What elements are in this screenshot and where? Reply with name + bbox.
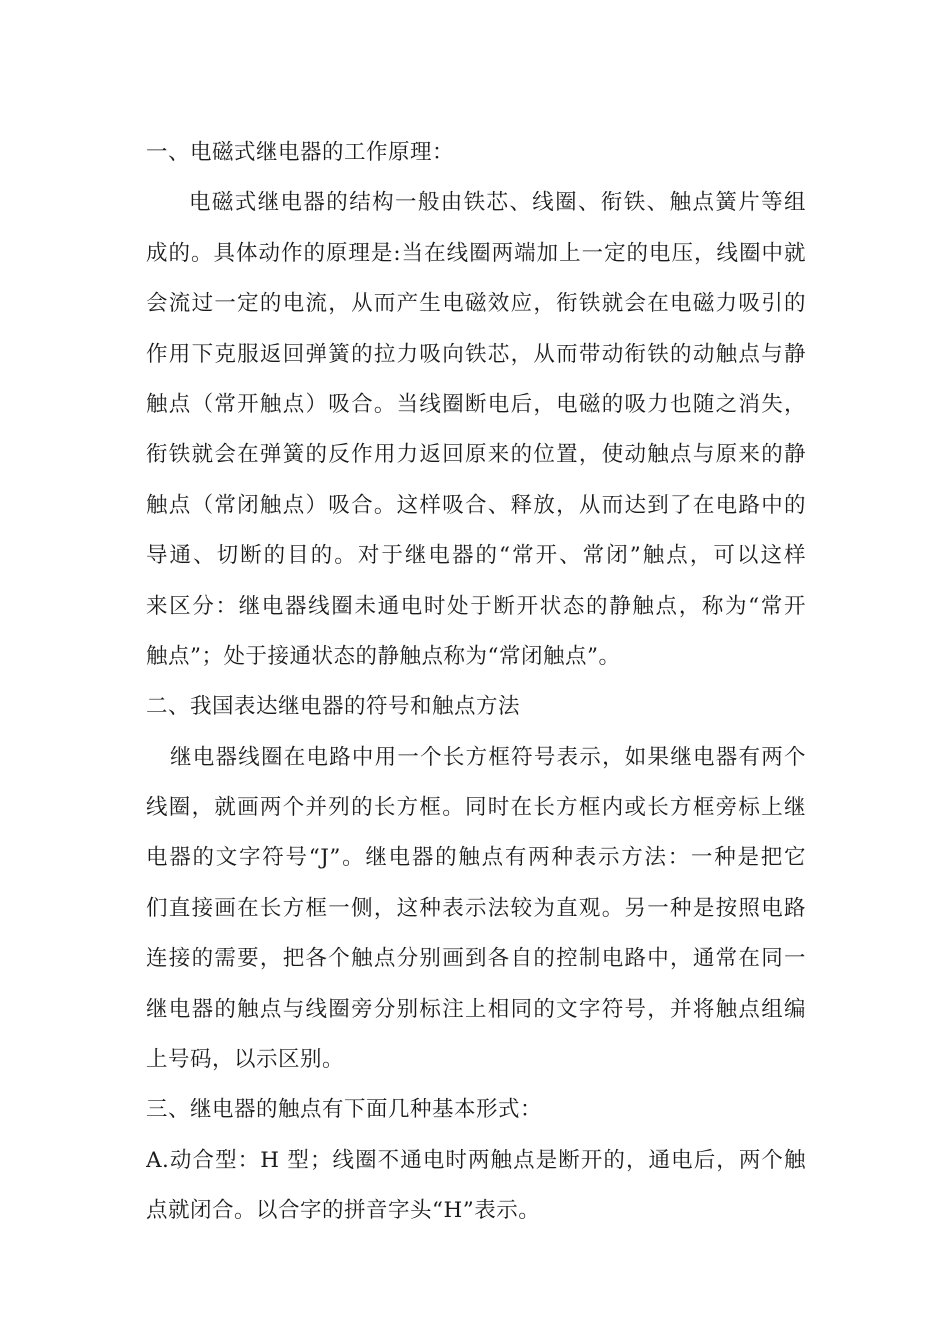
section-2-line: 电器的文字符号“J”。继电器的触点有两种表示方法：一种是把它 (146, 845, 806, 871)
document-body (146, 133, 806, 1242)
section-2-line: 们直接画在长方框一侧，这种表示法较为直观。另一种是按照电路 (146, 895, 806, 921)
section-1-line: 衔铁就会在弹簧的反作用力返回原来的位置，使动触点与原来的静 (146, 442, 806, 468)
section-1-line: 触点（常闭触点）吸合。这样吸合、释放，从而达到了在电路中的 (146, 492, 806, 518)
section-2-line: 上号码，以示区别。 (146, 1047, 345, 1073)
section-1-line: 来区分：继电器线圈未通电时处于断开状态的静触点，称为“常开 (146, 593, 806, 619)
section-3-item-a-line: 点就闭合。以合字的拼音字头“H”表示。 (146, 1198, 541, 1224)
section-1-line: 电磁式继电器的结构一般由铁芯、线圈、衔铁、触点簧片等组 (189, 190, 806, 216)
section-1-line: 作用下克服返回弹簧的拉力吸向铁芯，从而带动衔铁的动触点与静 (146, 341, 806, 367)
section-3-item-a-line: A.动合型：H 型；线圈不通电时两触点是断开的，通电后，两个触 (146, 1147, 806, 1173)
section-1-line: 会流过一定的电流，从而产生电磁效应，衔铁就会在电磁力吸引的 (146, 291, 806, 317)
section-1-line: 触点”；处于接通状态的静触点称为“常闭触点”。 (146, 643, 621, 669)
section-2-line: 继电器线圈在电路中用一个长方框符号表示，如果继电器有两个 (170, 744, 806, 770)
section-1-line: 成的。具体动作的原理是:当在线圈两端加上一定的电压，线圈中就 (146, 240, 806, 266)
section-1-line: 触点（常开触点）吸合。当线圈断电后，电磁的吸力也随之消失， (146, 391, 806, 417)
section-2-line: 继电器的触点与线圈旁分别标注上相同的文字符号，并将触点组编 (146, 996, 806, 1022)
section-2-heading: 二、我国表达继电器的符号和触点方法 (146, 694, 521, 720)
section-1-heading: 一、电磁式继电器的工作原理： (146, 140, 455, 165)
section-1-line: 导通、切断的目的。对于继电器的“常开、常闭”触点，可以这样 (146, 543, 806, 569)
section-2-line: 连接的需要，把各个触点分别画到各自的控制电路中，通常在同一 (146, 946, 806, 972)
section-3-heading: 三、继电器的触点有下面几种基本形式： (146, 1097, 543, 1123)
section-2-line: 线圈，就画两个并列的长方框。同时在长方框内或长方框旁标上继 (146, 795, 806, 821)
